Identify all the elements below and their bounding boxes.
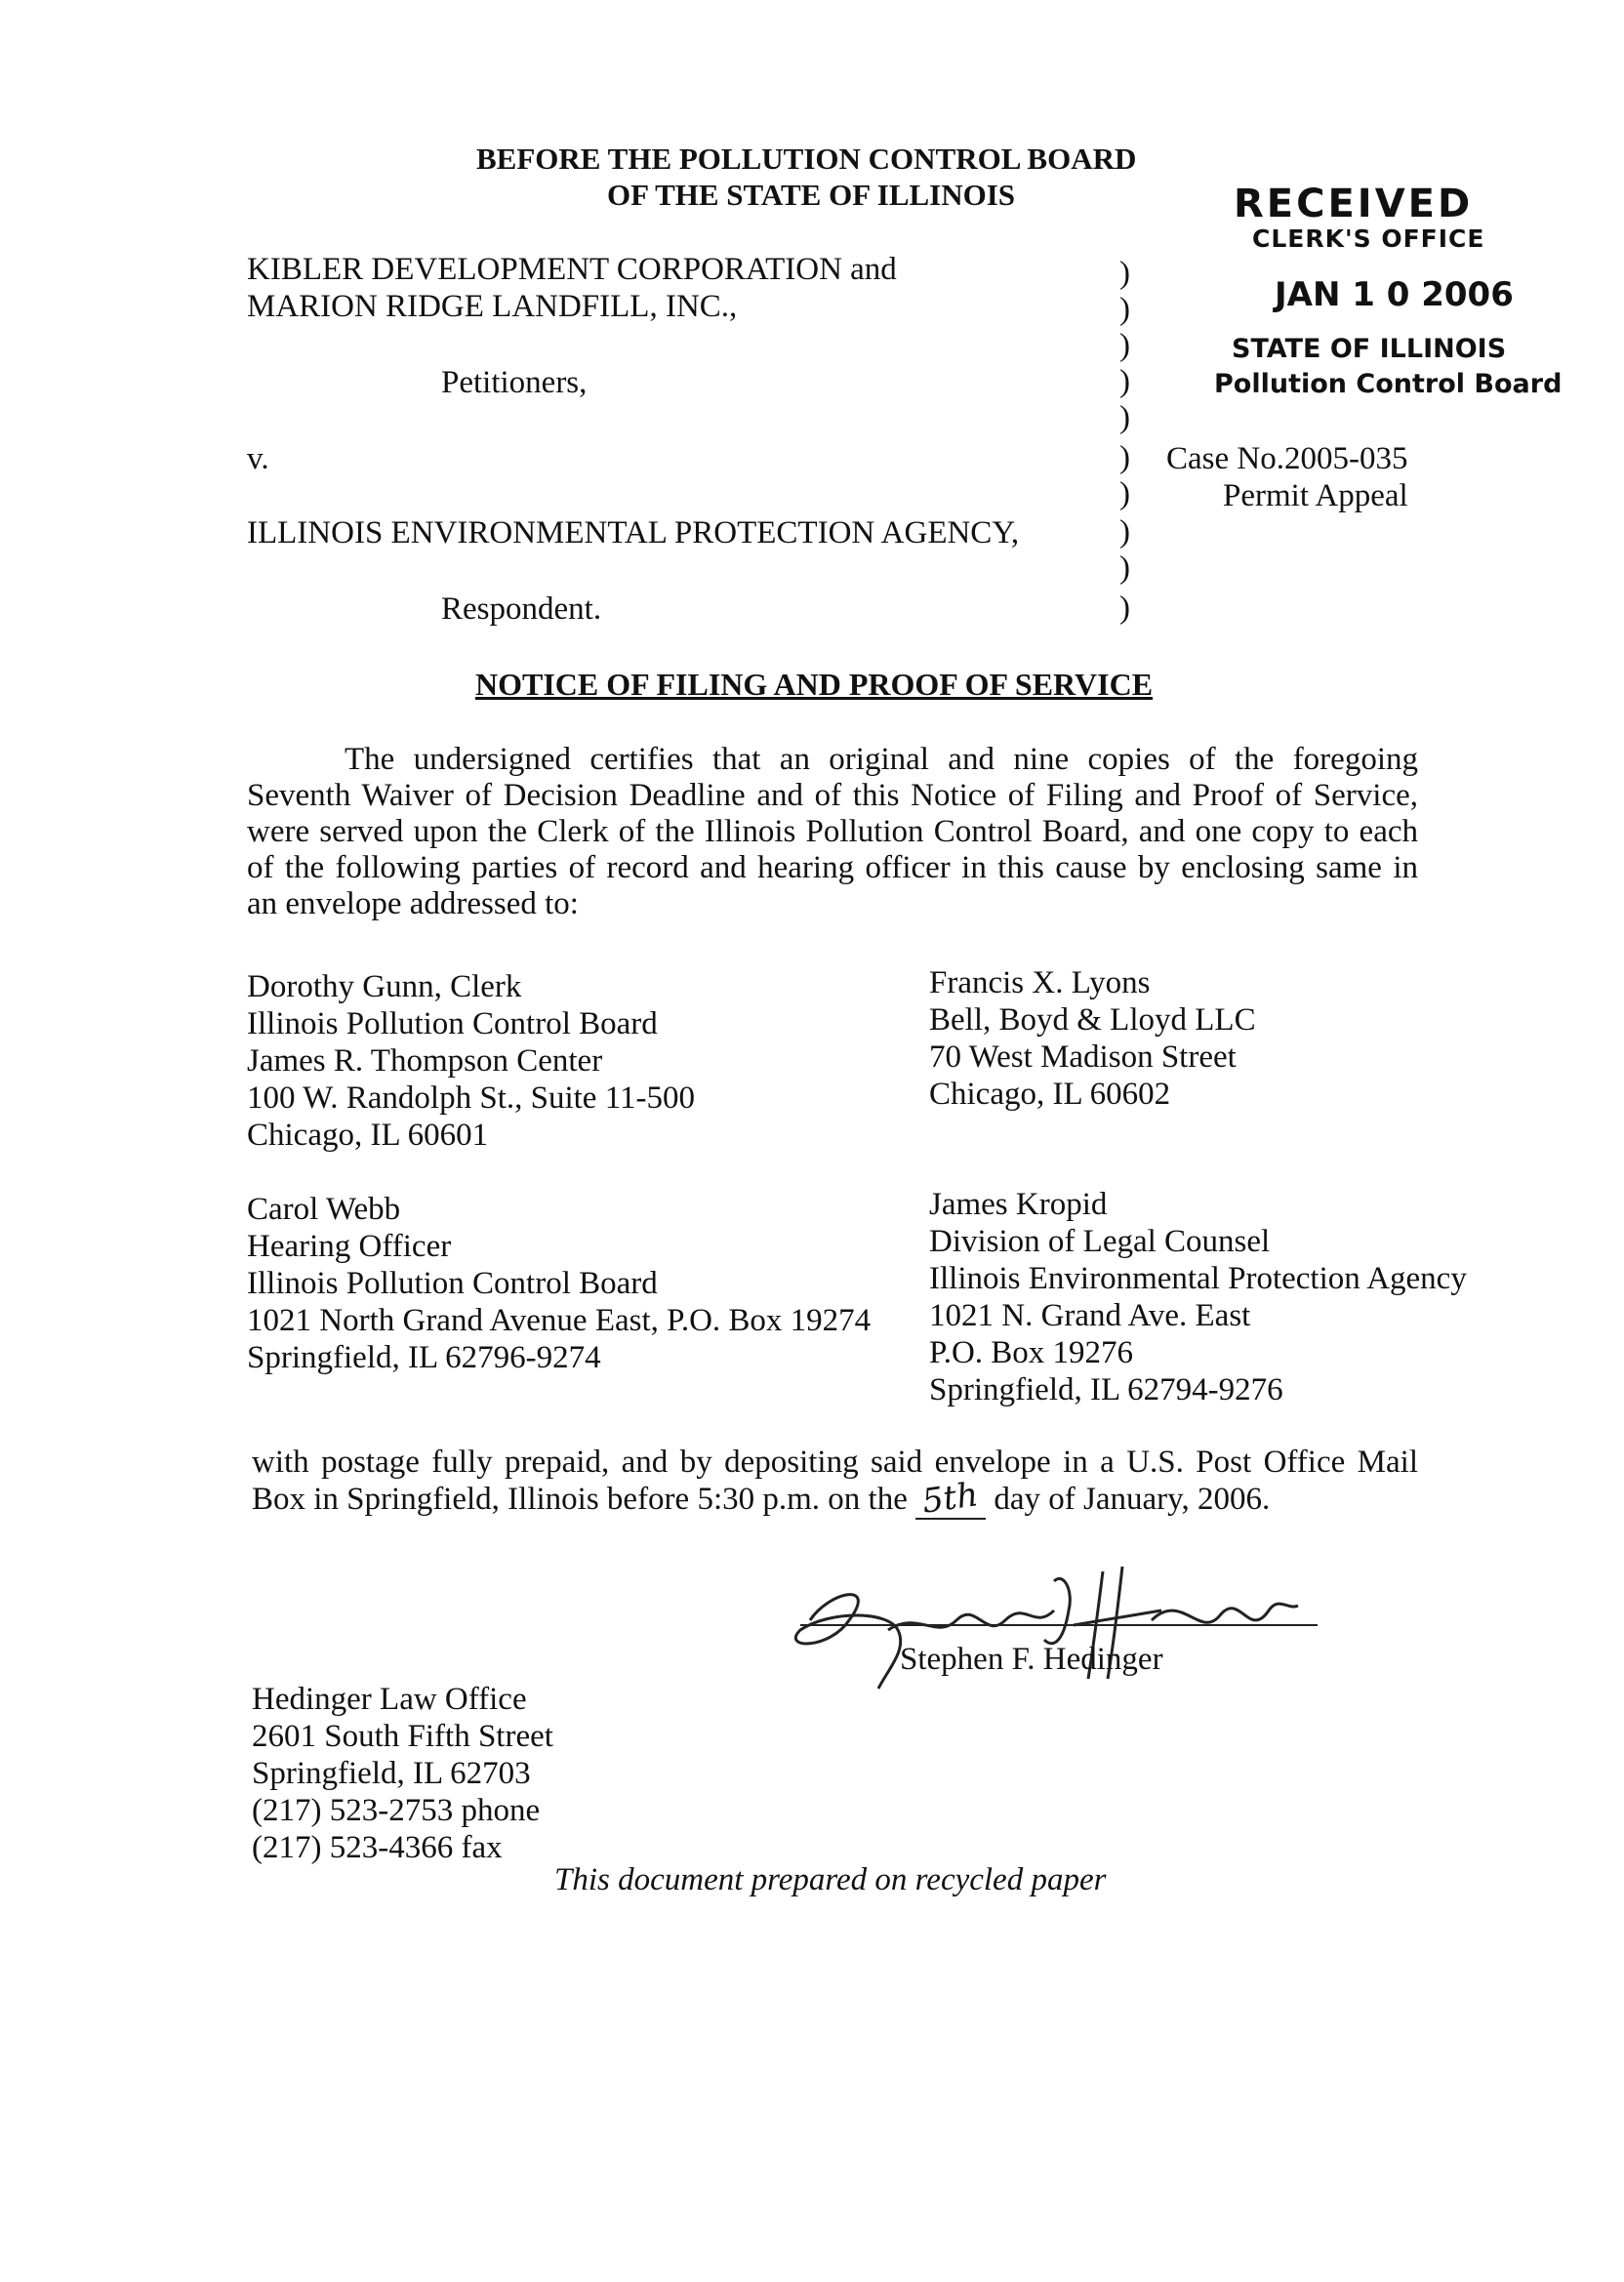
address-line: James Kropid	[929, 1187, 1108, 1222]
firm-line: Springfield, IL 62703	[252, 1756, 531, 1791]
firm-line: 2601 South Fifth Street	[252, 1719, 553, 1754]
respondent-name: ILLINOIS ENVIRONMENTAL PROTECTION AGENCY,	[247, 515, 1020, 550]
address-line: Springfield, IL 62796-9274	[247, 1340, 601, 1375]
notice-title: NOTICE OF FILING AND PROOF OF SERVICE	[475, 667, 1154, 702]
closing-line-1: with postage fully prepaid, and by depositing said envelope in a U.S. Post Office Mail	[252, 1445, 1418, 1480]
versus: v.	[247, 441, 269, 476]
firm-info	[252, 1681, 553, 1866]
closing-line-2	[252, 1475, 1271, 1522]
address-line: Francis X. Lyons	[929, 965, 1151, 1000]
paren-1: )	[1119, 256, 1130, 291]
firm-line: (217) 523-4366 fax	[252, 1830, 503, 1865]
address-line: Illinois Pollution Control Board	[247, 1006, 658, 1041]
heading-line-2: OF THE STATE OF ILLINOIS	[607, 178, 1016, 212]
signatory-name: Stephen F. Hedinger	[900, 1642, 1163, 1677]
address-line: Bell, Boyd & Lloyd LLC	[929, 1002, 1256, 1038]
address-line: Division of Legal Counsel	[929, 1224, 1271, 1259]
closing-line-2-after: day of January, 2006.	[994, 1482, 1271, 1517]
paren-6: )	[1119, 440, 1130, 475]
stamp-state: STATE OF ILLINOIS	[1232, 334, 1507, 364]
handwritten-day-text: 5th	[919, 1475, 982, 1522]
address-carol-webb	[247, 1191, 871, 1376]
address-line: Carol Webb	[247, 1192, 401, 1227]
address-line: 70 West Madison Street	[929, 1039, 1237, 1075]
paren-7: )	[1119, 476, 1130, 511]
paren-3: )	[1119, 328, 1130, 363]
paren-5: )	[1119, 400, 1130, 435]
intro-line-2: Seventh Waiver of Decision Deadline and of this Notice of Filing and Proof of Service,	[247, 778, 1418, 813]
intro-line-3: were served upon the Clerk of the Illinois Pollution Control Board, and one copy to each	[247, 814, 1418, 849]
intro-line-1: The undersigned certifies that an original and nine copies of the foregoing	[345, 742, 1418, 777]
intro-line-5: an envelope addressed to:	[247, 886, 579, 921]
petitioner-line-1: KIBLER DEVELOPMENT CORPORATION and	[247, 252, 897, 287]
address-line: Illinois Pollution Control Board	[247, 1266, 658, 1301]
address-line: P.O. Box 19276	[929, 1335, 1134, 1370]
address-line: Chicago, IL 60602	[929, 1077, 1171, 1112]
petitioners-label: Petitioners,	[441, 365, 588, 400]
case-type: Permit Appeal	[1223, 478, 1408, 513]
handwritten-day	[915, 1475, 986, 1522]
stamp-date: JAN 1 0 2006	[1275, 275, 1514, 314]
firm-line: (217) 523-2753 phone	[252, 1793, 541, 1828]
address-dorothy-gunn	[247, 968, 695, 1154]
address-francis-lyons	[929, 964, 1256, 1113]
address-line: Hearing Officer	[247, 1229, 452, 1264]
address-line: Chicago, IL 60601	[247, 1118, 489, 1153]
intro-paragraph	[247, 742, 1418, 922]
address-line: 1021 N. Grand Ave. East	[929, 1298, 1251, 1333]
address-line: Springfield, IL 62794-9276	[929, 1372, 1283, 1407]
paren-2: )	[1119, 292, 1130, 327]
paren-9: )	[1119, 550, 1130, 586]
stamp-received: RECEIVED	[1234, 182, 1474, 226]
respondent-label: Respondent.	[441, 591, 602, 627]
stamp-board: Pollution Control Board	[1214, 369, 1563, 399]
address-james-kropid	[929, 1186, 1467, 1408]
firm-line: Hedinger Law Office	[252, 1682, 527, 1717]
stamp-office: CLERK'S OFFICE	[1252, 224, 1485, 253]
closing-line-2-before: Box in Springfield, Illinois before 5:30 p.m. on the	[252, 1482, 908, 1517]
case-number: Case No.2005-035	[1166, 441, 1408, 476]
address-line: 100 W. Randolph St., Suite 11-500	[247, 1080, 695, 1116]
heading-line-1: BEFORE THE POLLUTION CONTROL BOARD	[476, 142, 1137, 176]
address-line: 1021 North Grand Avenue East, P.O. Box 19274	[247, 1303, 872, 1338]
address-line: Dorothy Gunn, Clerk	[247, 969, 522, 1004]
footer-note: This document prepared on recycled paper	[554, 1862, 1107, 1897]
closing-paragraph	[252, 1445, 1418, 1481]
paren-4: )	[1119, 364, 1130, 399]
address-line: James R. Thompson Center	[247, 1043, 603, 1079]
intro-line-4: of the following parties of record and hearing officer in this cause by enclosing same in	[247, 850, 1418, 885]
paren-10: )	[1119, 591, 1130, 626]
paren-8: )	[1119, 514, 1130, 550]
petitioner-line-2: MARION RIDGE LANDFILL, INC.,	[247, 289, 738, 324]
address-line: Illinois Environmental Protection Agency	[929, 1261, 1467, 1296]
